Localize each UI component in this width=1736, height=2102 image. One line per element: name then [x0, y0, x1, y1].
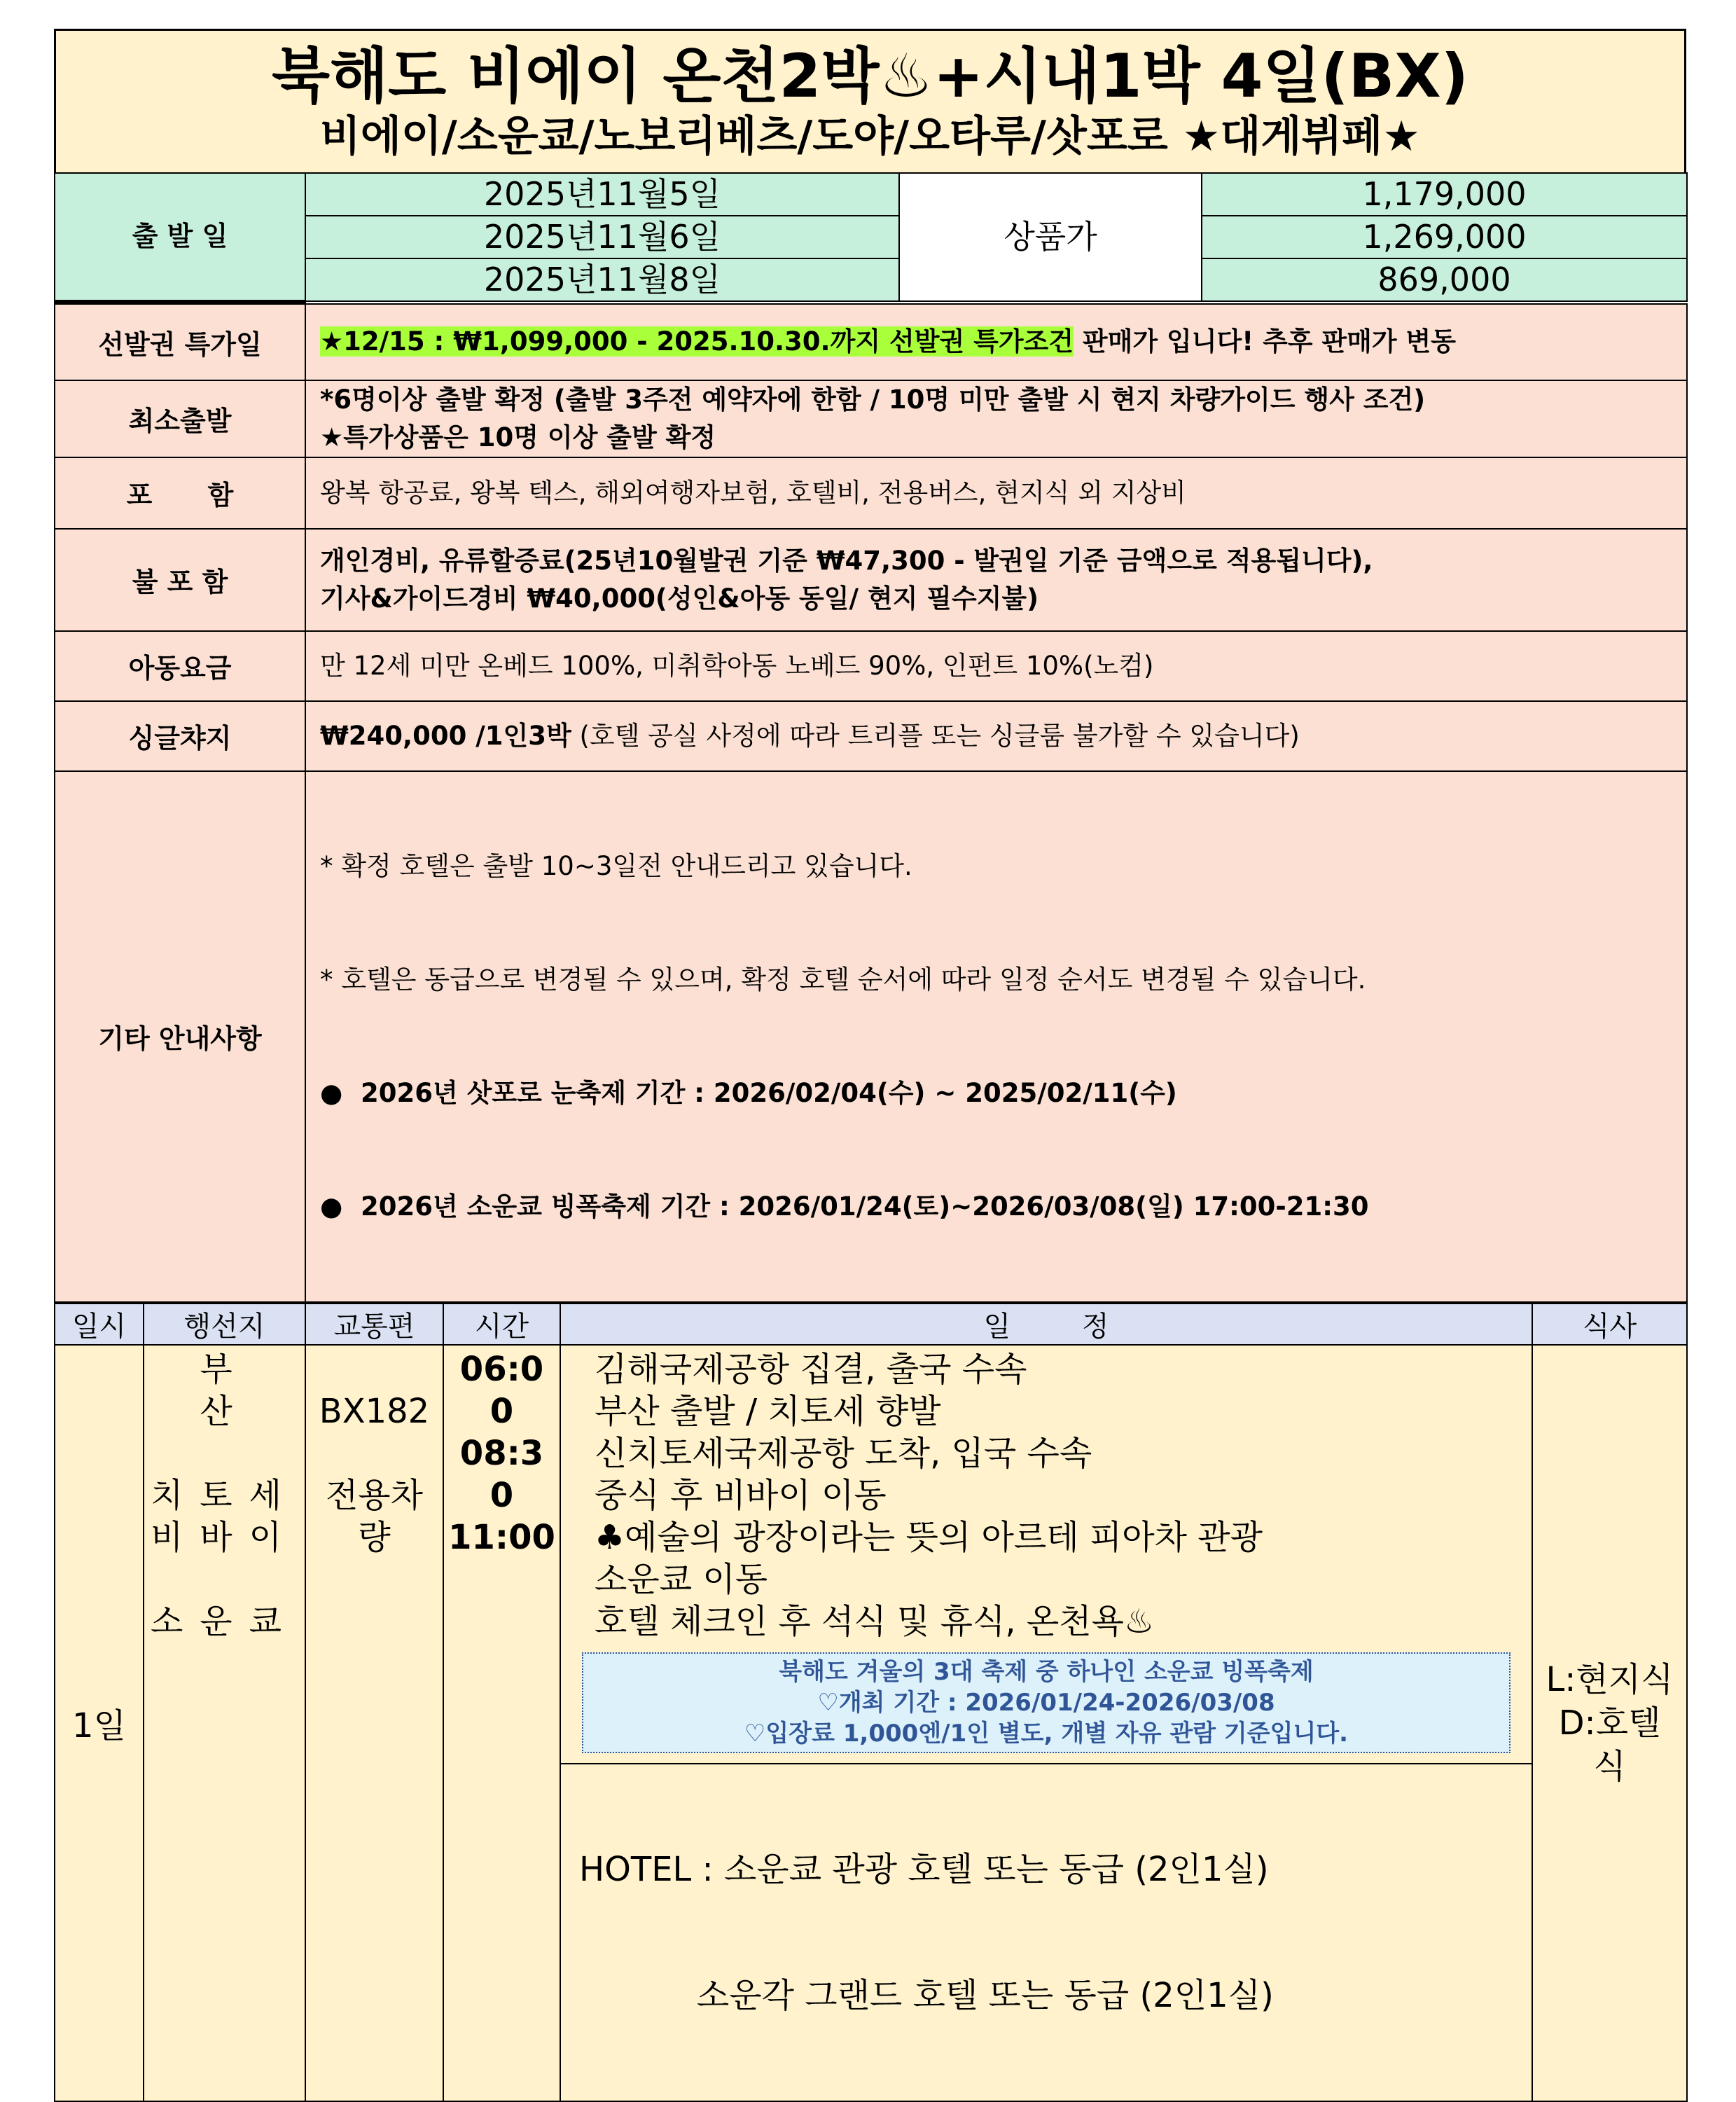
schedule-row-day1	[55, 1345, 1687, 1764]
route-cell: 부 산 치토세 비바이 소운쿄	[144, 1345, 305, 2101]
etc-notes-label: 기타 안내사항	[55, 771, 305, 1302]
included-label: 포 함	[55, 457, 305, 529]
schedule-header	[55, 1304, 1687, 1345]
departure-date: 2025년11월6일	[305, 216, 899, 258]
header-meal: 식사	[1532, 1304, 1687, 1345]
price-value: 869,000	[1202, 258, 1687, 301]
price-value: 1,269,000	[1202, 216, 1687, 258]
early-bird-text: ★12/15 : ₩1,099,000 - 2025.10.30.까지 선발권 특가조건 판매가 입니다! 추후 판매가 변동	[305, 304, 1687, 380]
day-cell: 1일	[55, 1345, 144, 2101]
festival-note: 북해도 겨울의 3대 축제 중 하나인 소운쿄 빙폭축제 ♡개최 기간 : 2026/01/24-2026/03/08 ♡입장료 1,000엔/1인 별도, 개별 자유 관람 기준입니다.	[582, 1652, 1511, 1753]
header-itinerary: 일 정	[560, 1304, 1532, 1345]
itinerary-line: 김해국제공항 집결, 출국 수속	[595, 1349, 1027, 1389]
single-charge-label: 싱글챠지	[55, 701, 305, 771]
hotel-cell: HOTEL : 소운쿄 관광 호텔 또는 동급 (2인1실) 소운각 그랜드 호텔 또는 동급 (2인1실)	[560, 1764, 1532, 2101]
included-text: 왕복 항공료, 왕복 텍스, 해외여행자보험, 호텔비, 전용버스, 현지식 외 지상비	[305, 457, 1687, 529]
header-place: 행선지	[144, 1304, 305, 1345]
itinerary-line: 소운쿄 이동	[595, 1559, 768, 1599]
info-table	[54, 303, 1688, 1303]
departure-date: 2025년11월5일	[305, 173, 899, 216]
transport-cell: BX182 전용차 량	[305, 1345, 443, 2101]
early-bird-label: 선발권 특가일	[55, 304, 305, 380]
itinerary-line: ♣예술의 광장이라는 뜻의 아르테 피아차 관광	[595, 1517, 1263, 1557]
itinerary-cell	[560, 1345, 1532, 1764]
tour-document	[54, 29, 1686, 2102]
time-cell: 06:0 0 08:3 0 11:00	[443, 1345, 560, 2101]
header-day: 일시	[55, 1304, 144, 1345]
early-bird-highlight: ★12/15 : ₩1,099,000 - 2025.10.30.까지 선발권 특가조건	[320, 326, 1074, 357]
meal-cell: L:현지식 D:호텔 식	[1532, 1345, 1687, 2101]
child-fare-label: 아동요금	[55, 631, 305, 701]
title-banner	[54, 29, 1686, 172]
header-time: 시간	[443, 1304, 560, 1345]
single-charge-text: ₩240,000 /1인3박 (호텔 공실 사정에 따라 트리플 또는 싱글룸 불가할 수 있습니다)	[305, 701, 1687, 771]
minimum-departure-label: 최소출발	[55, 380, 305, 457]
schedule-table	[54, 1303, 1688, 2102]
price-value: 1,179,000	[1202, 173, 1687, 216]
page-subtitle: 비에이/소운쿄/노보리베츠/도야/오타루/삿포로 ★대게뷔페★	[319, 112, 1421, 161]
itinerary-line: 부산 출발 / 치토세 향발	[595, 1391, 941, 1431]
departure-date: 2025년11월8일	[305, 258, 899, 301]
excluded-label: 불 포 함	[55, 529, 305, 631]
itinerary-line: 호텔 체크인 후 석식 및 휴식, 온천욕♨	[595, 1601, 1154, 1641]
page-title: 북해도 비에이 온천2박♨+시내1박 4일(BX)	[272, 41, 1468, 111]
child-fare-text: 만 12세 미만 온베드 100%, 미취학아동 노베드 90%, 인펀트 10%(노컴)	[305, 631, 1687, 701]
departure-label: 출 발 일	[55, 173, 305, 301]
departure-table	[54, 172, 1688, 303]
header-transport: 교통편	[305, 1304, 443, 1345]
itinerary-line: 신치토세국제공항 도착, 입국 수속	[595, 1433, 1092, 1473]
minimum-departure-text: *6명이상 출발 확정 (출발 3주전 예약자에 한함 / 10명 미만 출발 시 현지 차량가이드 행사 조건) ★특가상품은 10명 이상 출발 확정	[305, 380, 1687, 457]
excluded-text: 개인경비, 유류할증료(25년10월발권 기준 ₩47,300 - 발권일 기준 금액으로 적용됩니다), 기사&가이드경비 ₩40,000(성인&아동 동일/ 현지 필수지불)	[305, 529, 1687, 631]
itinerary-line: 중식 후 비바이 이동	[595, 1475, 887, 1515]
price-label: 상품가	[899, 173, 1202, 301]
etc-notes-text: * 확정 호텔은 출발 10~3일전 안내드리고 있습니다. * 호텔은 동급으로 변경될 수 있으며, 확정 호텔 순서에 따라 일정 순서도 변경될 수 있습니다. ● 2026년 삿포로 눈축제 기간 : 2026/02/04(수) ~ 2025/02/11(수) ● 2026년 소운쿄 빙폭축제 기간 : 2026/01/24(토)~2026/03/08(일) 17:00-21:30	[305, 771, 1687, 1302]
